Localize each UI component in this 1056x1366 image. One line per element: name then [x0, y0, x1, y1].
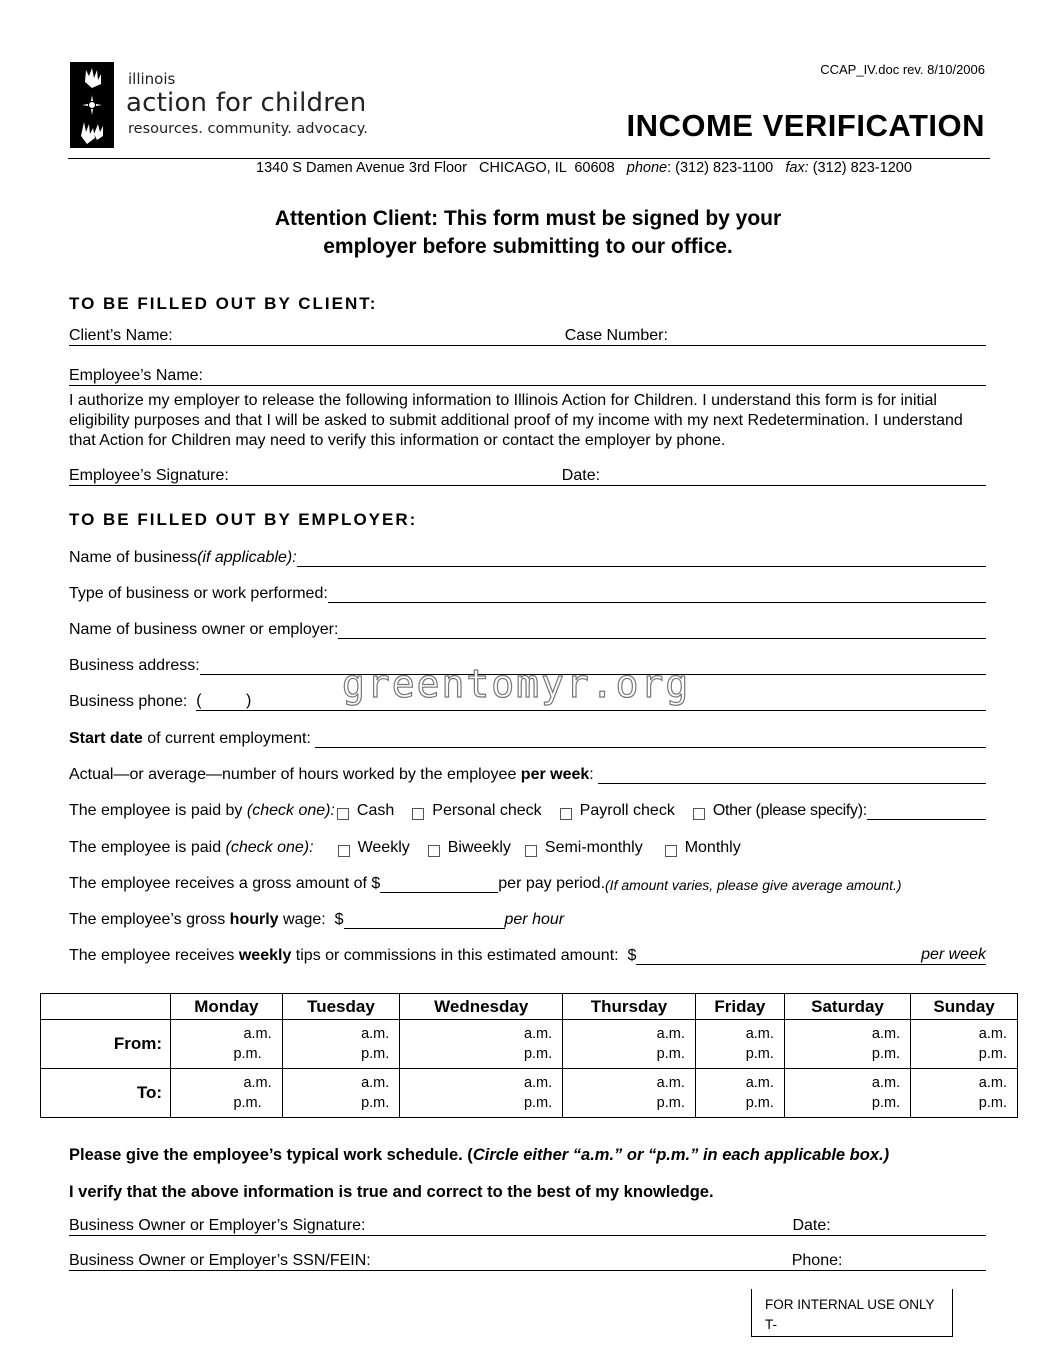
- business-type-label: Type of business or work performed:: [69, 585, 328, 602]
- owner-date-label: Date:: [792, 1217, 831, 1234]
- employee-name-label: Employee’s Name:: [69, 367, 203, 384]
- client-section-header: TO BE FILLED OUT BY CLIENT:: [69, 294, 378, 313]
- pay-frequency-row: [69, 837, 986, 857]
- ssn-fein-label: Business Owner or Employer’s SSN/FEIN:: [69, 1252, 371, 1269]
- cash-checkbox[interactable]: [337, 808, 349, 820]
- gross-amount-suffix: per pay period.: [498, 875, 606, 892]
- schedule-cell[interactable]: [400, 1020, 563, 1069]
- address-street: 1340 S Damen Avenue 3rd Floor CHICAGO, IL 60608: [256, 160, 627, 176]
- pm-option[interactable]: p.m.: [871, 1095, 901, 1111]
- pm-option[interactable]: p.m.: [978, 1095, 1007, 1111]
- schedule-cell[interactable]: [563, 1020, 696, 1069]
- verification-statement: I verify that the above information is true and correct to the best of my knowledge.: [69, 1183, 714, 1201]
- pm-option[interactable]: p.m.: [745, 1095, 774, 1111]
- owner-signature-row: [69, 1216, 986, 1236]
- am-option[interactable]: a.m.: [978, 1026, 1007, 1042]
- pm-option[interactable]: p.m.: [233, 1046, 262, 1062]
- schedule-cell[interactable]: [695, 1069, 784, 1118]
- day-header: Wednesday: [400, 994, 563, 1020]
- am-option[interactable]: a.m.: [871, 1026, 901, 1042]
- schedule-cell[interactable]: [400, 1069, 563, 1118]
- weekly-option-label: Weekly: [357, 839, 410, 856]
- employee-date-field[interactable]: [600, 467, 986, 486]
- schedule-cell[interactable]: [784, 1020, 910, 1069]
- gross-amount-label: The employee receives a gross amount of $: [69, 875, 381, 892]
- start-date-row: [69, 728, 986, 748]
- tips-label: The employee receives: [69, 947, 239, 964]
- pm-option[interactable]: p.m.: [361, 1095, 390, 1111]
- hourly-wage-label-mid: wage: $: [278, 911, 344, 928]
- employee-date-label: Date:: [561, 467, 601, 484]
- semi-monthly-option-label: Semi-monthly: [544, 839, 643, 856]
- biweekly-checkbox[interactable]: [428, 845, 440, 857]
- business-phone-area-code[interactable]: ( ): [196, 692, 252, 709]
- pm-option[interactable]: p.m.: [523, 1095, 553, 1111]
- owner-phone-label: Phone:: [791, 1252, 843, 1269]
- owner-signature-label: Business Owner or Employer’s Signature:: [69, 1217, 366, 1234]
- am-option[interactable]: a.m.: [656, 1075, 685, 1091]
- weekly-checkbox[interactable]: [338, 845, 350, 857]
- pay-frequency-note: (check one):: [225, 839, 314, 856]
- start-date-label: of current employment:: [142, 730, 316, 747]
- schedule-cell[interactable]: [171, 1069, 283, 1118]
- schedule-cell[interactable]: [911, 1020, 1018, 1069]
- gross-amount-row: [69, 873, 986, 893]
- business-type-field[interactable]: [328, 584, 986, 603]
- day-header: Friday: [695, 994, 784, 1020]
- paid-by-label: The employee is paid by: [69, 802, 247, 819]
- business-name-field[interactable]: [297, 548, 986, 567]
- schedule-header-row: [41, 994, 1018, 1020]
- tips-row: [69, 945, 986, 965]
- client-name-label: Client’s Name:: [69, 327, 173, 344]
- pm-option[interactable]: p.m.: [656, 1095, 685, 1111]
- employee-signature-row: [69, 466, 986, 486]
- am-option[interactable]: a.m.: [745, 1075, 774, 1091]
- pm-option[interactable]: p.m.: [233, 1095, 262, 1111]
- owner-date-field[interactable]: [831, 1217, 986, 1236]
- business-address-label: Business address:: [69, 657, 200, 674]
- employer-section-header: TO BE FILLED OUT BY EMPLOYER:: [69, 510, 418, 529]
- business-type-row: [69, 583, 986, 603]
- owner-phone-field[interactable]: [842, 1252, 986, 1271]
- day-header: Monday: [171, 994, 283, 1020]
- logo-org-name: action for children: [126, 88, 367, 118]
- attention-notice: [0, 205, 1056, 261]
- start-date-field[interactable]: [315, 729, 986, 748]
- hourly-wage-row: [69, 909, 986, 929]
- paid-by-row: [69, 800, 986, 820]
- monthly-option-label: Monthly: [684, 839, 741, 856]
- attention-line-1: Attention Client: This form must be signed by your: [274, 207, 782, 230]
- ssn-fein-field[interactable]: [371, 1252, 792, 1271]
- tips-field[interactable]: [636, 946, 986, 965]
- start-date-label-bold: Start date: [69, 730, 143, 747]
- schedule-cell[interactable]: [282, 1069, 400, 1118]
- employee-signature-field[interactable]: [229, 467, 562, 486]
- case-number-field[interactable]: [668, 327, 986, 346]
- gross-amount-note: (If amount varies, please give average amount.): [605, 877, 902, 893]
- schedule-corner-cell: [41, 994, 171, 1020]
- logo-state: illinois: [128, 70, 176, 88]
- am-option[interactable]: a.m.: [361, 1026, 390, 1042]
- pm-option[interactable]: p.m.: [656, 1046, 685, 1062]
- authorization-text: I authorize my employer to release the following information to Illinois Action for Children. I understand this form is for initial eligibility purposes and that I will be asked to submit additional proof of my income with my next Redetermination. I understand that Action for Children may need to verify this information or contact the employer by phone.: [69, 392, 963, 449]
- logo-tagline: resources. community. advocacy.: [128, 121, 368, 137]
- hours-label-bold: per week: [520, 766, 590, 783]
- pm-option[interactable]: p.m.: [871, 1046, 901, 1062]
- work-schedule-table: [40, 993, 1018, 1118]
- owner-name-row: [69, 619, 986, 639]
- am-option[interactable]: a.m.: [243, 1075, 272, 1091]
- case-number-label: Case Number:: [564, 327, 668, 344]
- schedule-instructions-a: Please give the employee’s typical work schedule. (: [69, 1146, 473, 1164]
- pm-option[interactable]: p.m.: [978, 1046, 1007, 1062]
- internal-use-box: [751, 1289, 953, 1337]
- hours-field[interactable]: [598, 765, 986, 784]
- owner-signature-field[interactable]: [365, 1217, 792, 1236]
- schedule-cell[interactable]: [911, 1069, 1018, 1118]
- business-name-note: (if applicable):: [197, 549, 297, 566]
- watermark: greentomyr.org: [342, 662, 691, 706]
- business-phone-label: Business phone:: [69, 693, 197, 710]
- tips-label-bold: weekly: [238, 947, 292, 964]
- gross-amount-field[interactable]: [380, 874, 498, 893]
- business-name-label: Name of business: [69, 549, 198, 566]
- address-fax: (312) 823-1200: [808, 160, 912, 176]
- schedule-instructions-b: Circle either “a.m.” or “p.m.” in each applicable box.): [472, 1146, 890, 1164]
- employee-signature-label: Employee’s Signature:: [69, 467, 229, 484]
- tips-suffix: per week: [921, 946, 986, 963]
- hourly-wage-field[interactable]: [344, 910, 505, 929]
- business-name-row: [69, 547, 986, 567]
- client-name-row: [69, 326, 986, 346]
- am-option[interactable]: a.m.: [243, 1026, 272, 1042]
- cash-option-label: Cash: [356, 802, 395, 819]
- am-option[interactable]: a.m.: [656, 1026, 685, 1042]
- paid-by-note: (check one):: [246, 802, 335, 819]
- hourly-wage-label: The employee’s gross: [69, 911, 230, 928]
- schedule-from-row: [41, 1020, 1018, 1069]
- header-divider: [68, 158, 990, 159]
- am-option[interactable]: a.m.: [978, 1075, 1007, 1091]
- schedule-cell[interactable]: [563, 1069, 696, 1118]
- employee-name-row: [69, 366, 986, 386]
- monthly-checkbox[interactable]: [665, 845, 677, 857]
- hourly-wage-suffix: per hour: [504, 911, 565, 928]
- internal-use-label: FOR INTERNAL USE ONLY: [765, 1297, 935, 1312]
- day-header: Tuesday: [282, 994, 400, 1020]
- address-phone: : (312) 823-1100: [667, 160, 786, 176]
- pm-option[interactable]: p.m.: [745, 1046, 774, 1062]
- hours-label-suffix: :: [589, 766, 599, 783]
- schedule-to-row: [41, 1069, 1018, 1118]
- ssn-fein-row: [69, 1251, 986, 1271]
- hourly-wage-label-bold: hourly: [229, 911, 279, 928]
- from-row-label: From:: [41, 1020, 171, 1069]
- payroll-check-option-label: Payroll check: [579, 802, 675, 819]
- am-option[interactable]: a.m.: [523, 1026, 553, 1042]
- day-header: Thursday: [563, 994, 696, 1020]
- personal-check-option-label: Personal check: [432, 802, 542, 819]
- schedule-cell[interactable]: [695, 1020, 784, 1069]
- pay-frequency-label: The employee is paid: [69, 839, 226, 856]
- tips-label-mid: tips or commissions in this estimated amount: $: [291, 947, 637, 964]
- am-option[interactable]: a.m.: [523, 1075, 553, 1091]
- personal-check-checkbox[interactable]: [412, 808, 424, 820]
- doc-reference: CCAP_IV.doc rev. 8/10/2006: [820, 62, 985, 77]
- am-option[interactable]: a.m.: [871, 1075, 901, 1091]
- other-checkbox[interactable]: [693, 808, 705, 820]
- semi-monthly-checkbox[interactable]: [525, 845, 537, 857]
- to-row-label: To:: [41, 1069, 171, 1118]
- client-name-field[interactable]: [173, 327, 565, 346]
- pm-option[interactable]: p.m.: [523, 1046, 553, 1062]
- hours-row: [69, 764, 986, 784]
- owner-name-label: Name of business owner or employer:: [69, 621, 339, 638]
- am-option[interactable]: a.m.: [361, 1075, 390, 1091]
- address-fax-label: fax:: [785, 160, 809, 176]
- owner-name-field[interactable]: [338, 620, 986, 639]
- hours-label: Actual—or average—number of hours worked by the employee: [69, 766, 521, 783]
- org-address: [256, 160, 912, 176]
- schedule-instructions: [69, 1146, 889, 1165]
- am-option[interactable]: a.m.: [745, 1026, 774, 1042]
- pm-option[interactable]: p.m.: [361, 1046, 390, 1062]
- page-title: INCOME VERIFICATION: [626, 108, 985, 143]
- logo-hands-icon: [70, 62, 114, 148]
- schedule-cell[interactable]: [171, 1020, 283, 1069]
- other-option-label: Other (please specify):: [712, 802, 867, 819]
- payroll-check-checkbox[interactable]: [560, 808, 572, 820]
- employee-name-field[interactable]: [203, 367, 986, 386]
- day-header: Saturday: [784, 994, 910, 1020]
- biweekly-option-label: Biweekly: [447, 839, 511, 856]
- address-phone-label: phone: [626, 160, 668, 176]
- internal-use-code: T-: [765, 1317, 777, 1332]
- schedule-cell[interactable]: [282, 1020, 400, 1069]
- other-specify-field[interactable]: [867, 801, 986, 820]
- attention-line-2: employer before submitting to our office.: [323, 235, 733, 258]
- schedule-cell[interactable]: [784, 1069, 910, 1118]
- day-header: Sunday: [911, 994, 1018, 1020]
